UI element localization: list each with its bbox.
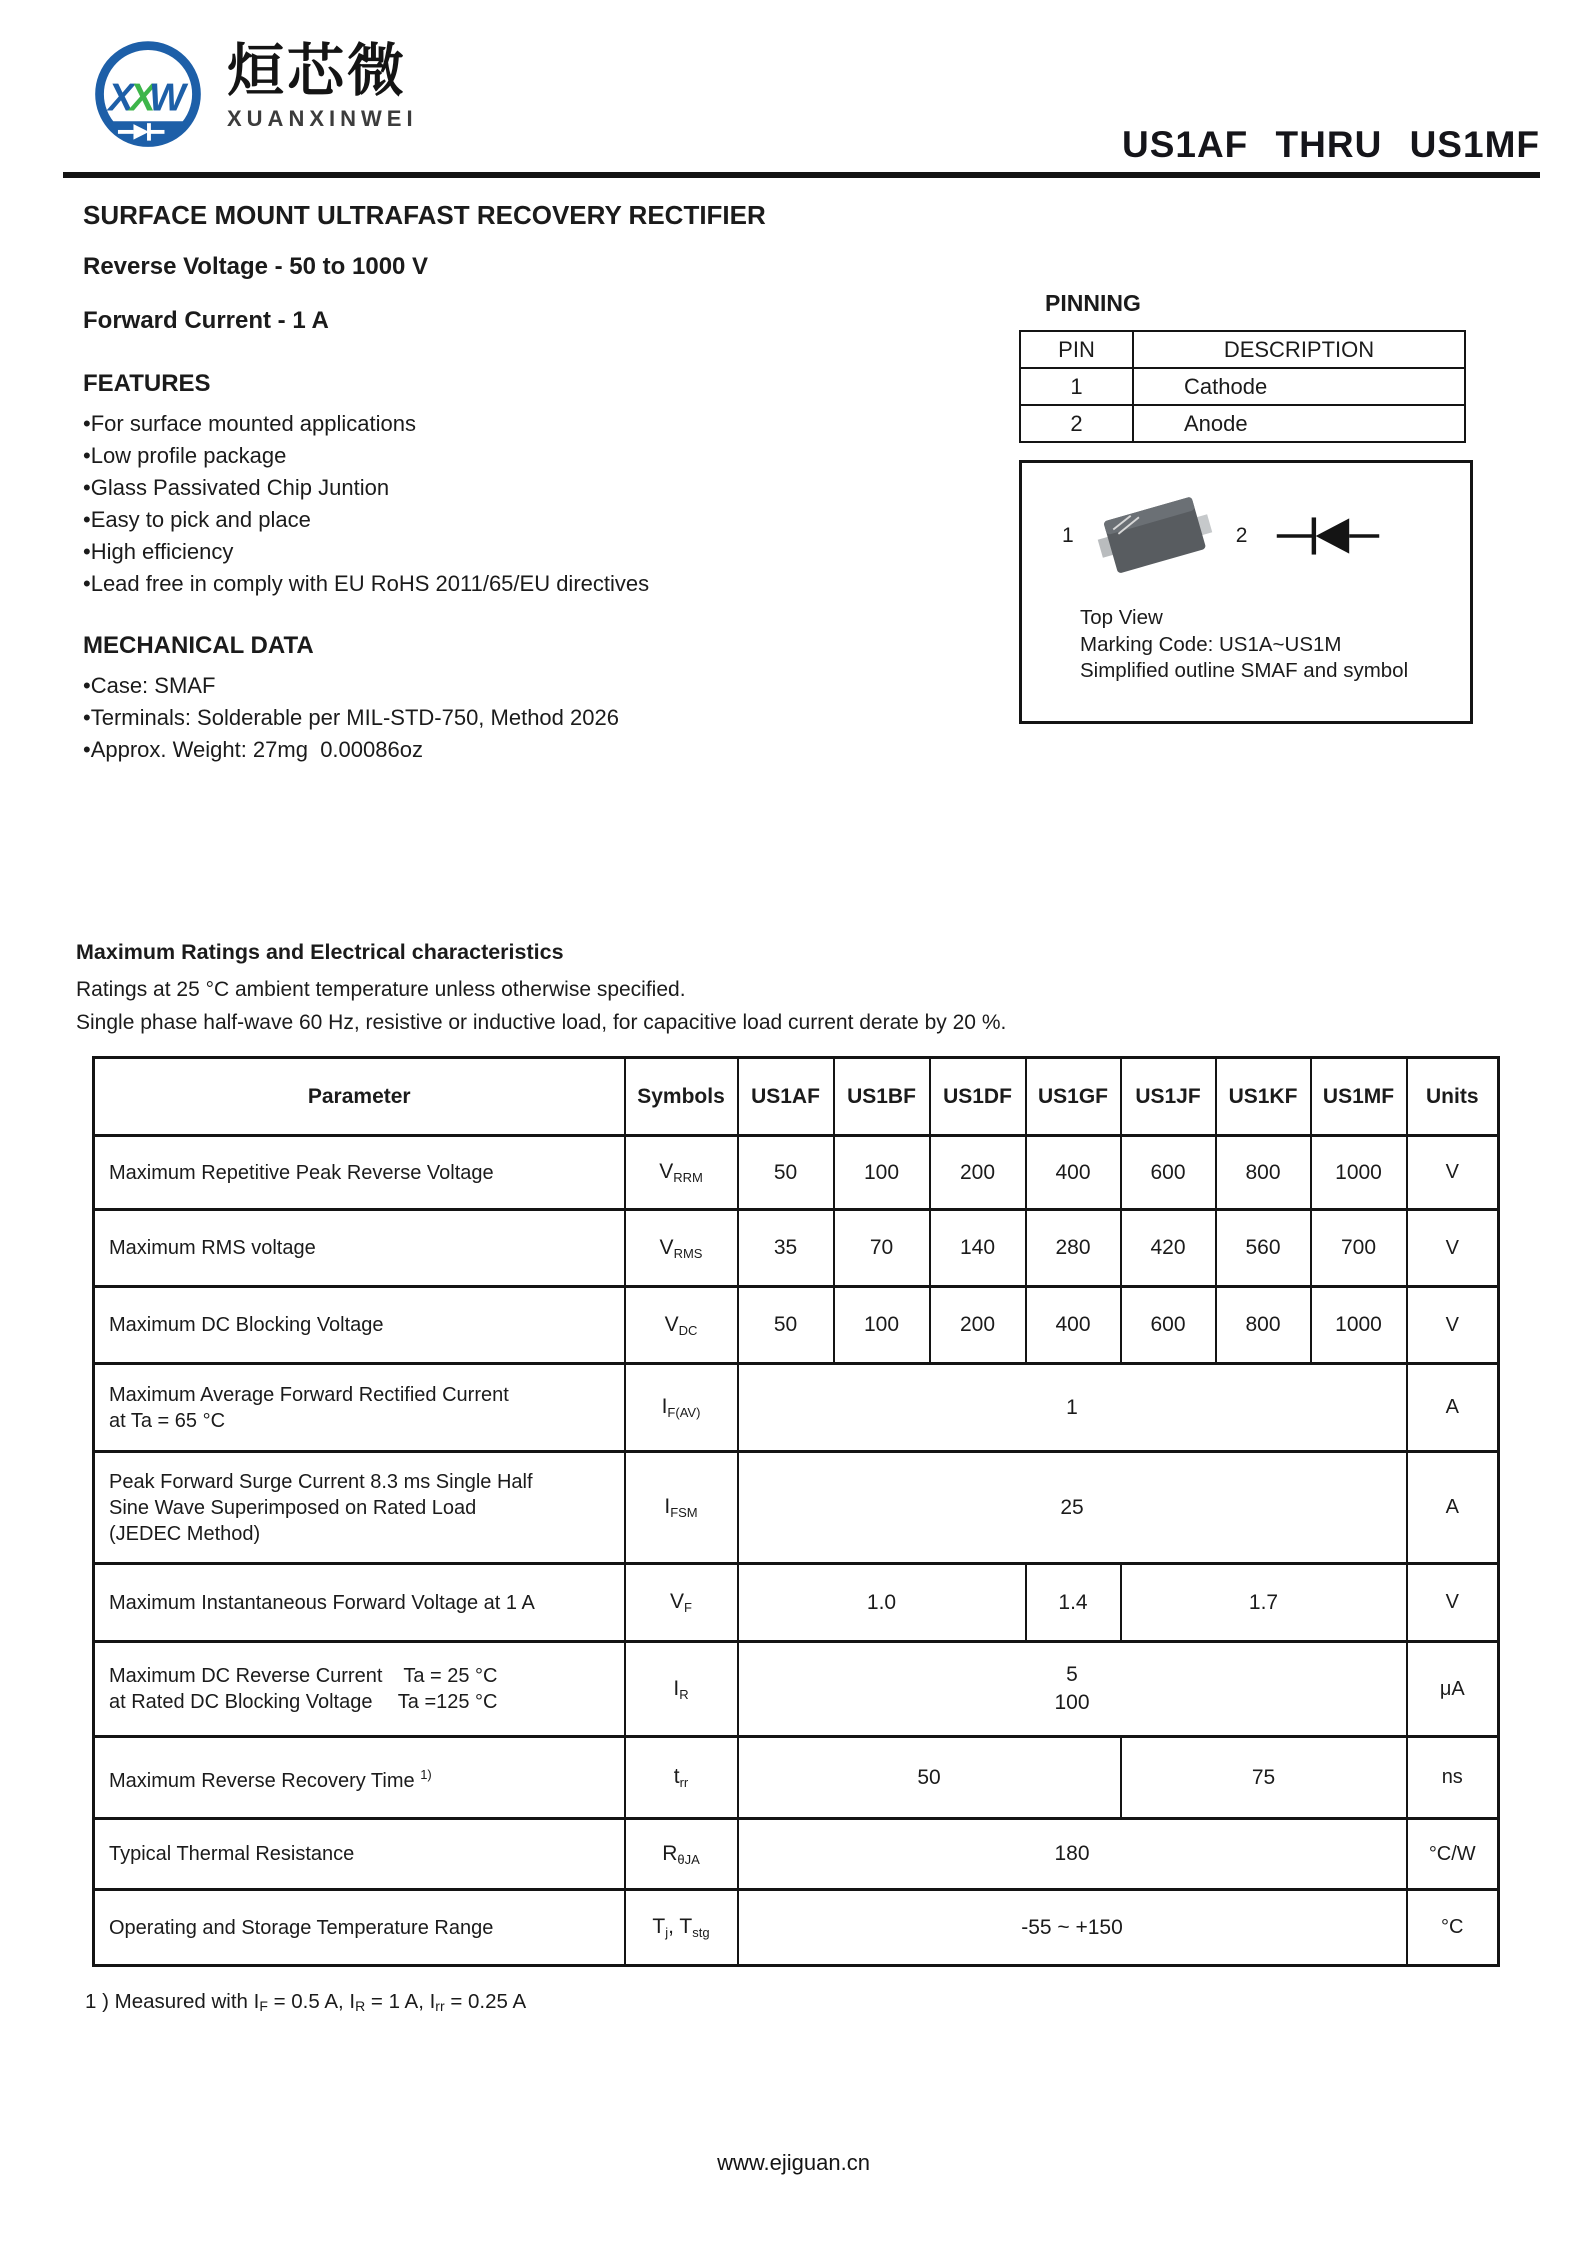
pin-description-cell: Cathode — [1133, 368, 1465, 405]
param-cell — [94, 1452, 625, 1564]
table-row — [94, 1642, 1499, 1737]
ratings-table — [92, 1056, 1500, 1967]
param-line: at Ta = 65 °C — [109, 1409, 226, 1432]
feature-item: • Lead free in comply with EU RoHS 2011/65/EU directives — [83, 568, 649, 600]
footer-link[interactable]: www.ejiguan.cn — [717, 2150, 870, 2175]
value-cell: 200 — [930, 1136, 1026, 1210]
value-cell: 100 — [834, 1136, 930, 1210]
unit-cell: μA — [1407, 1642, 1499, 1737]
value-cell: 400 — [1026, 1287, 1121, 1364]
brand-text — [227, 34, 418, 132]
value-cell: 800 — [1216, 1287, 1311, 1364]
package-caption-line: Top View — [1080, 606, 1163, 629]
column-header: US1DF — [930, 1058, 1026, 1136]
value-cell: 50 — [738, 1287, 834, 1364]
forward-current-line: Forward Current - 1 A — [83, 307, 329, 334]
param-line: Sine Wave Superimposed on Rated Load — [109, 1496, 477, 1519]
param-cell — [94, 1642, 625, 1737]
value-cell: 420 — [1121, 1210, 1216, 1287]
unit-cell: V — [1407, 1210, 1499, 1287]
symbol-cell: IF(AV) — [625, 1364, 738, 1452]
package-pin1-label: 1 — [1062, 524, 1074, 547]
value-cell: 50 — [738, 1136, 834, 1210]
pin-table-body — [1020, 368, 1465, 442]
symbol-cell: VDC — [625, 1287, 738, 1364]
param-line: Maximum Reverse Recovery Time $^{1)}$ — [109, 1766, 432, 1792]
unit-cell: °C/W — [1407, 1819, 1499, 1890]
table-row — [94, 1136, 1499, 1210]
ratings-table-head — [94, 1058, 1499, 1136]
features-section — [83, 370, 649, 600]
symbol-cell: VF — [625, 1564, 738, 1642]
param-cell — [94, 1136, 625, 1210]
value-cell: 1000 — [1311, 1287, 1407, 1364]
ratings-note-1: Ratings at 25 °C ambient temperature unless otherwise specified. — [76, 978, 686, 1001]
pin-number-cell: 2 — [1020, 405, 1133, 442]
package-row — [1062, 493, 1470, 579]
param-cell — [94, 1564, 625, 1642]
param-line: Maximum Instantaneous Forward Voltage at 1 A — [109, 1591, 535, 1614]
features-list — [83, 408, 649, 600]
symbol-cell: RθJA — [625, 1819, 738, 1890]
value-cell: 180 — [738, 1819, 1407, 1890]
mechanical-heading: MECHANICAL DATA — [83, 632, 314, 659]
product-title: SURFACE MOUNT ULTRAFAST RECOVERY RECTIFIER — [83, 200, 766, 230]
value-cell: 70 — [834, 1210, 930, 1287]
mechanical-section — [83, 632, 619, 766]
feature-item: • For surface mounted applications — [83, 408, 649, 440]
logo-letter-x1: X — [108, 76, 135, 120]
package-pin2-label: 2 — [1235, 524, 1248, 547]
column-header: US1MF — [1311, 1058, 1407, 1136]
param-cell — [94, 1890, 625, 1966]
features-heading: FEATURES — [83, 370, 211, 397]
param-cell — [94, 1737, 625, 1819]
value-cell: 600 — [1121, 1136, 1216, 1210]
value-cell: 100 — [834, 1287, 930, 1364]
pin-table — [1019, 330, 1466, 443]
pin-column-header: DESCRIPTION — [1133, 331, 1465, 368]
brand-name-latin: XUANXINWEI — [227, 105, 418, 131]
pinning-heading: PINNING — [1045, 290, 1141, 316]
ratings-table-body — [94, 1136, 1499, 1966]
pin-row — [1020, 405, 1465, 442]
unit-cell: °C — [1407, 1890, 1499, 1966]
value-cell: 400 — [1026, 1136, 1121, 1210]
package-caption-line: Simplified outline SMAF and symbol — [1080, 659, 1409, 682]
param-cell — [94, 1364, 625, 1452]
column-header: US1BF — [834, 1058, 930, 1136]
param-cell — [94, 1210, 625, 1287]
feature-item: • High efficiency — [83, 536, 649, 568]
value-cell: 75 — [1121, 1737, 1407, 1819]
diode-symbol-icon — [1275, 513, 1381, 559]
table-row — [94, 1564, 1499, 1642]
doc-title: US1AF THRU US1MF — [1121, 124, 1540, 165]
brand — [85, 34, 418, 160]
value-cell: 800 — [1216, 1136, 1311, 1210]
value-cell: 1000 — [1311, 1136, 1407, 1210]
pin-column-header: PIN — [1020, 331, 1133, 368]
table-row — [94, 1452, 1499, 1564]
param-cell — [94, 1819, 625, 1890]
package-caption-line: Marking Code: US1A~US1M — [1080, 632, 1342, 656]
table-row — [94, 1287, 1499, 1364]
package-panel — [1019, 460, 1473, 724]
table-row — [94, 1737, 1499, 1819]
value-cell: 280 — [1026, 1210, 1121, 1287]
pin-number-cell: 1 — [1020, 368, 1133, 405]
value-cell: 25 — [738, 1452, 1407, 1564]
value-cell: 560 — [1216, 1210, 1311, 1287]
unit-cell: ns — [1407, 1737, 1499, 1819]
param-line: Peak Forward Surge Current 8.3 ms Single Half — [109, 1470, 533, 1493]
header-rule — [63, 172, 1540, 178]
param-line: Typical Thermal Resistance — [109, 1843, 355, 1865]
column-header: Units — [1407, 1058, 1499, 1136]
unit-cell: A — [1407, 1364, 1499, 1452]
value-cell: 200 — [930, 1287, 1026, 1364]
table-row — [94, 1210, 1499, 1287]
symbol-cell: IFSM — [625, 1452, 738, 1564]
value-cell: 1.4 — [1026, 1564, 1121, 1642]
logo-letter-x2: X — [129, 76, 156, 120]
symbol-cell: VRRM — [625, 1136, 738, 1210]
table-row — [94, 1364, 1499, 1452]
symbol-cell: VRMS — [625, 1210, 738, 1287]
value-cell: 35 — [738, 1210, 834, 1287]
column-header: US1KF — [1216, 1058, 1311, 1136]
column-header: US1AF — [738, 1058, 834, 1136]
param-line: (JEDEC Method) — [109, 1522, 261, 1545]
unit-cell: V — [1407, 1136, 1499, 1210]
value-cell: 50 — [738, 1737, 1121, 1819]
value-cell: 1 — [738, 1364, 1407, 1452]
footnote: 1 ) Measured with IF = 0.5 A, IR = 1 A, Irr = 0.25 A — [85, 1990, 527, 2014]
mechanical-item: • Case: SMAF — [83, 670, 619, 702]
pin-description-cell: Anode — [1133, 405, 1465, 442]
package-captions — [1080, 605, 1470, 685]
param-line: Maximum DC Blocking Voltage — [109, 1314, 384, 1336]
table-row — [94, 1819, 1499, 1890]
reverse-voltage-line: Reverse Voltage - 50 to 1000 V — [83, 253, 429, 280]
pin-row — [1020, 368, 1465, 405]
ratings-note-2: Single phase half-wave 60 Hz, resistive or inductive load, for capacitive load current derate by 20 %. — [76, 1011, 1007, 1034]
unit-cell: V — [1407, 1287, 1499, 1364]
intro — [83, 200, 766, 335]
value-cell: 1.7 — [1121, 1564, 1407, 1642]
unit-cell: V — [1407, 1564, 1499, 1642]
column-header: US1JF — [1121, 1058, 1216, 1136]
param-cell — [94, 1287, 625, 1364]
value-cell: 5 100 — [738, 1642, 1407, 1737]
symbol-cell: IR — [625, 1642, 738, 1737]
column-header: Symbols — [625, 1058, 738, 1136]
ratings-heading: Maximum Ratings and Electrical characteristics — [76, 940, 564, 964]
symbol-cell: Tj, Tstg — [625, 1890, 738, 1966]
mechanical-list — [83, 670, 619, 766]
param-line: Maximum Repetitive Peak Reverse Voltage — [109, 1161, 494, 1184]
value-cell: -55 ~ +150 — [738, 1890, 1407, 1966]
logo-letter-w: W — [148, 76, 186, 120]
param-line: Maximum Average Forward Rectified Current — [109, 1383, 509, 1406]
brand-logo-icon — [85, 34, 211, 160]
mechanical-item: • Terminals: Solderable per MIL-STD-750, Method 2026 — [83, 702, 619, 734]
value-cell: 1.0 — [738, 1564, 1026, 1642]
feature-item: • Glass Passivated Chip Juntion — [83, 472, 649, 504]
value-cell: 140 — [930, 1210, 1026, 1287]
param-line: Maximum RMS voltage — [109, 1237, 316, 1259]
feature-item: • Low profile package — [83, 440, 649, 472]
pin-table-head — [1020, 331, 1465, 368]
value-cell: 700 — [1311, 1210, 1407, 1287]
value-cell: 600 — [1121, 1287, 1216, 1364]
column-header: US1GF — [1026, 1058, 1121, 1136]
param-line: Maximum DC Reverse Current Ta = 25 °C — [109, 1665, 498, 1687]
unit-cell: A — [1407, 1452, 1499, 1564]
column-header: Parameter — [94, 1058, 625, 1136]
param-line: at Rated DC Blocking Voltage Ta =125 °C — [109, 1691, 498, 1713]
brand-name-chinese: 烜芯微 — [227, 39, 407, 103]
package-icon — [1094, 493, 1216, 579]
feature-item: • Easy to pick and place — [83, 504, 649, 536]
table-row — [94, 1890, 1499, 1966]
symbol-cell: trr — [625, 1737, 738, 1819]
param-line: Operating and Storage Temperature Range — [109, 1916, 494, 1939]
mechanical-item: • Approx. Weight: 27mg 0.00086oz — [83, 734, 619, 766]
